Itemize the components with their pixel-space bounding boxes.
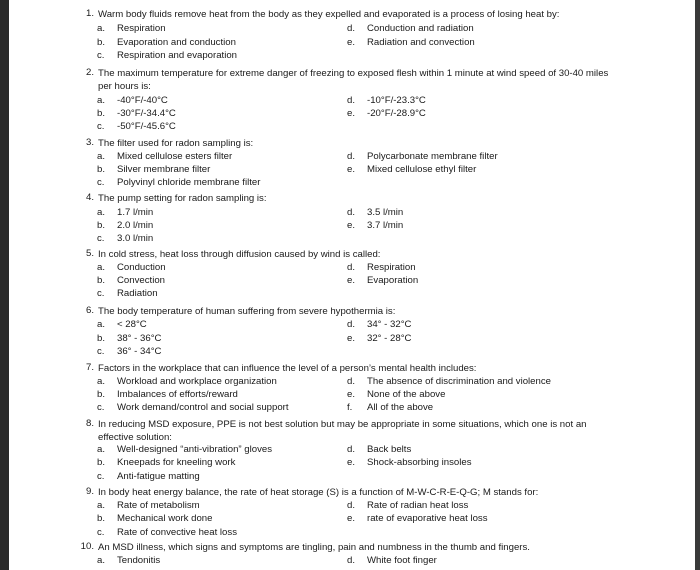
- question-number: 4.: [85, 192, 94, 203]
- option-d: d. 34° - 32°C: [347, 319, 412, 330]
- option-b: b. 38° - 36°C: [97, 333, 162, 344]
- option-c: c. Work demand/control and social support: [97, 402, 289, 413]
- question-text: In reducing MSD exposure, PPE is not best solution but may be appropriate in some situations, which one is not an effective solution:: [98, 419, 587, 443]
- option-b: b. Imbalances of efforts/reward: [97, 389, 238, 400]
- option-e: e. 3.7 l/min: [347, 220, 404, 231]
- option-c: c. Radiation: [97, 288, 158, 299]
- option-d: d. Respiration: [347, 262, 416, 273]
- question-text: In cold stress, heat loss through diffusion caused by wind is called:: [98, 249, 381, 260]
- option-c: c. Rate of convective heat loss: [97, 527, 237, 538]
- option-c: c. -50°F/-45.6°C: [97, 121, 176, 132]
- option-c: c. Anti-fatigue matting: [97, 471, 200, 482]
- option-e: e. Shock-absorbing insoles: [347, 457, 472, 468]
- question-number: 9.: [85, 486, 94, 497]
- option-f: f. All of the above: [347, 402, 434, 413]
- option-e: e. Evaporation: [347, 275, 419, 286]
- option-d: d. Conduction and radiation: [347, 23, 474, 34]
- option-a: a. Workload and workplace organization: [97, 376, 277, 387]
- option-b: b. -30°F/-34.4°C: [97, 108, 176, 119]
- option-a: a. < 28°C: [97, 319, 147, 330]
- option-e: e. 32° - 28°C: [347, 333, 412, 344]
- option-b: b. Mechanical work done: [97, 513, 213, 524]
- question-number: 3.: [85, 137, 94, 148]
- question-number: 7.: [85, 362, 94, 373]
- option-b: b. Evaporation and conduction: [97, 37, 236, 48]
- question-number: 10.: [80, 541, 94, 552]
- option-d: d. Back belts: [347, 444, 412, 455]
- question-text: The body temperature of human suffering from severe hypothermia is:: [98, 306, 396, 317]
- question-number: 8.: [85, 418, 94, 429]
- option-b: b. Convection: [97, 275, 165, 286]
- option-a: a. Respiration: [97, 23, 166, 34]
- question-text: The pump setting for radon sampling is:: [98, 193, 267, 204]
- option-a: a. Tendonitis: [97, 555, 161, 566]
- option-e: e. None of the above: [347, 389, 446, 400]
- option-d: d. Rate of radian heat loss: [347, 500, 469, 511]
- option-a: a. Mixed cellulose esters filter: [97, 151, 233, 162]
- option-d: d. 3.5 l/min: [347, 207, 404, 218]
- question-number: 2.: [85, 67, 94, 78]
- option-a: a. Conduction: [97, 262, 166, 273]
- option-e: e. -20°F/-28.9°C: [347, 108, 426, 119]
- question-number: 5.: [85, 248, 94, 259]
- option-d: d. White foot finger: [347, 555, 437, 566]
- option-b: b. Silver membrane filter: [97, 164, 211, 175]
- question-text: The filter used for radon sampling is:: [98, 138, 254, 149]
- option-c: c. Polyvinyl chloride membrane filter: [97, 177, 261, 188]
- option-a: a. Rate of metabolism: [97, 500, 200, 511]
- option-e: e. Radiation and convection: [347, 37, 475, 48]
- option-c: c. 3.0 l/min: [97, 233, 154, 244]
- option-a: a. -40°F/-40°C: [97, 95, 168, 106]
- option-c: c. 36° - 34°C: [97, 346, 162, 357]
- option-c: c. Respiration and evaporation: [97, 50, 238, 61]
- option-e: e. rate of evaporative heat loss: [347, 513, 488, 524]
- option-b: b. 2.0 l/min: [97, 220, 154, 231]
- option-a: a. Well-designed “anti-vibration” gloves: [97, 444, 272, 455]
- option-d: d. Polycarbonate membrane filter: [347, 151, 498, 162]
- question-text: The maximum temperature for extreme danger of freezing to exposed flesh within 1 minute at wind speed of 30-40 miles per hours is:: [98, 68, 609, 92]
- question-text: In body heat energy balance, the rate of heat storage (S) is a function of M-W-C-R-E-Q-G; M stands for:: [98, 487, 539, 498]
- question-number: 6.: [85, 305, 94, 316]
- option-d: d. The absence of discrimination and violence: [347, 376, 551, 387]
- question-text: Factors in the workplace that can influence the level of a person’s mental health includes:: [98, 363, 477, 374]
- option-e: e. Mixed cellulose ethyl filter: [347, 164, 477, 175]
- question-text: An MSD illness, which signs and symptoms are tingling, pain and numbness in the thumb and fingers.: [98, 542, 530, 553]
- question-number: 1.: [85, 8, 94, 19]
- option-d: d. -10°F/-23.3°C: [347, 95, 426, 106]
- option-b: b. Kneepads for kneeling work: [97, 457, 236, 468]
- question-text: Warm body fluids remove heat from the body as they expelled and evaporated is a process of losing heat by:: [98, 9, 560, 20]
- option-a: a. 1.7 l/min: [97, 207, 154, 218]
